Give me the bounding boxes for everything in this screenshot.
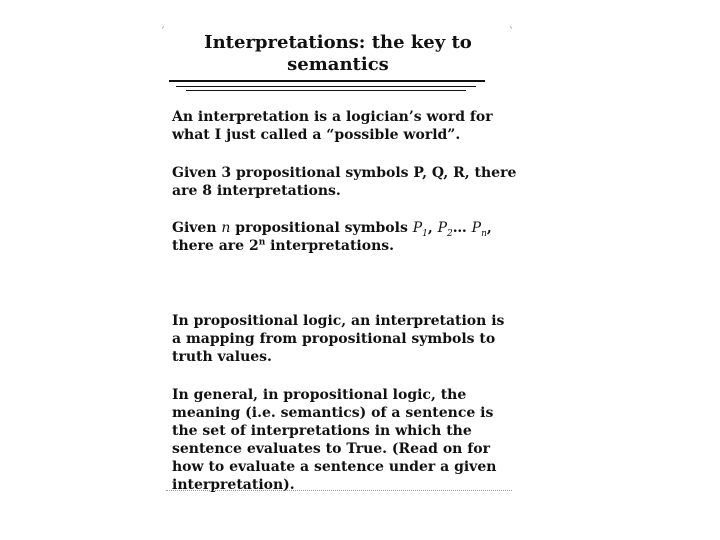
title-line-1: Interpretations: the key to: [204, 32, 472, 53]
p3-n: n: [221, 220, 231, 236]
p3-pn: $P_n$: [471, 220, 487, 239]
p3-before: Given: [172, 220, 222, 236]
p3-mid: propositional symbols: [230, 220, 413, 236]
p3-line2-start: there are 2: [172, 238, 259, 254]
p3-p1: $P_1$: [412, 220, 428, 239]
p3-p2: $P_2$: [437, 220, 453, 239]
paragraph-interpretation-mapping: In propositional logic, an interpretation is a mapping from propositional symbols to truth values.: [172, 313, 505, 365]
p3-exponent: n: [258, 237, 266, 248]
p3-line2-end: interpretations.: [265, 238, 395, 254]
title-line-2: semantics: [287, 54, 389, 75]
slide-page: [160, 22, 516, 492]
title-divider-2: [176, 86, 476, 87]
paragraph-semantics: In general, in propositional logic, the meaning (i.e. semantics) of a sentence is the set of interpretations in which the sentence evaluates to True. (Read on for how to evaluate a sentence under a given interpretation).: [172, 387, 497, 493]
paragraph-three-symbols: Given 3 propositional symbols P, Q, R, there are 8 interpretations.: [172, 165, 517, 199]
bottom-divider: [166, 490, 512, 491]
corner-mark-left: ´: [160, 27, 165, 38]
paragraph-n-symbols: Given n propositional symbols $P_1$, $P_2\dots$ $P_n$, there are 2$^n$ interpretations.: [172, 220, 492, 254]
corner-mark-right: `: [509, 27, 514, 38]
slide-title: [160, 32, 516, 76]
title-divider-3: [186, 90, 466, 91]
paragraph-interpretation-definition: An interpretation is a logician’s word for what I just called a “possible world”.: [172, 109, 493, 143]
title-divider-1: [169, 80, 485, 82]
